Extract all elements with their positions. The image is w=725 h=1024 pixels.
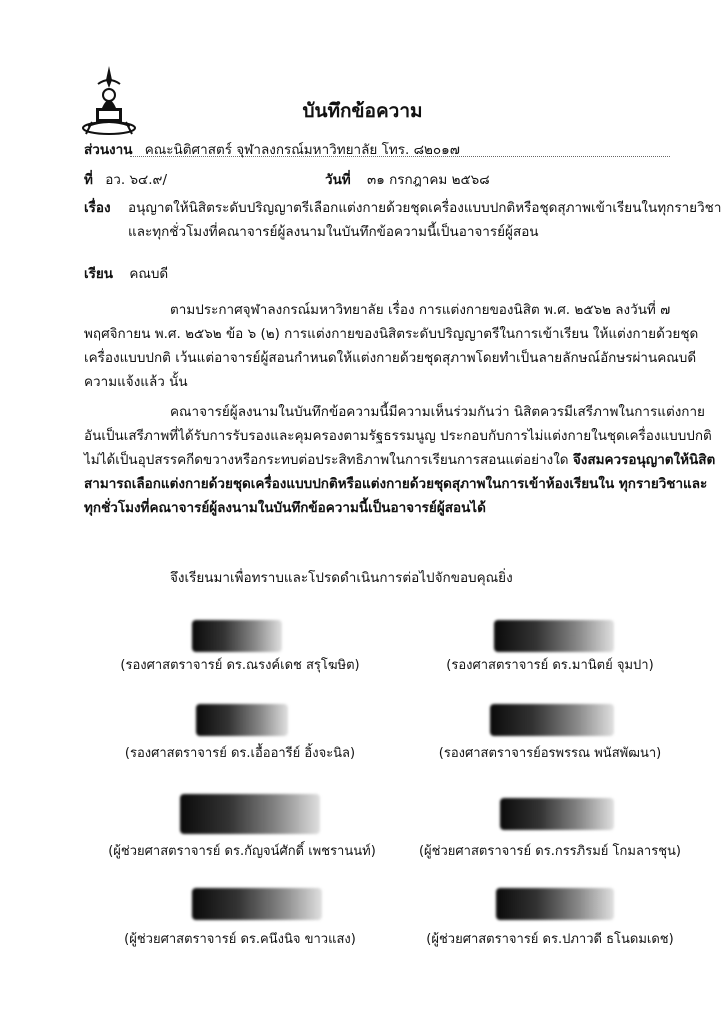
reference-label: ที่ bbox=[84, 172, 93, 188]
signatory-name-7: (ผู้ช่วยศาสตราจารย์ ดร.คนึงนิจ ขาวแสง) bbox=[124, 932, 356, 947]
reference-row bbox=[84, 168, 167, 190]
paragraph-2-line-1: คณาจารย์ผู้ลงนามในบันทึกข้อความนี้มีความเห็นร่วมกันว่า นิสิตควรมีเสรีภาพในการแต่งกาย bbox=[170, 404, 705, 420]
subject-line-2: และทุกชั่วโมงที่คณาจารย์ผู้ลงนามในบันทึกข้อความนี้เป็นอาจารย์ผู้สอน bbox=[128, 224, 539, 240]
date-label: วันที่ bbox=[325, 172, 351, 188]
paragraph-1-line-3: เครื่องแบบปกติ เว้นแต่อาจารย์ผู้สอนกำหนดให้แต่งกายด้วยชุดสุภาพโดยทำเป็นลายลักษณ์อักษรผ่านคณบดี bbox=[84, 350, 697, 366]
department-label: ส่วนงาน bbox=[84, 142, 133, 158]
signature-5-redacted bbox=[180, 794, 320, 834]
subject-label: เรื่อง bbox=[84, 200, 111, 216]
paragraph-2-line-3-text: ไม่ได้เป็นอุปสรรคกีดขวางหรือกระทบต่อประสิทธิภาพในการเรียนการสอนแต่อย่างใด bbox=[84, 452, 573, 468]
signatory-name-3: (รองศาสตราจารย์ ดร.เอื้ออารีย์ อิ้งจะนิล) bbox=[124, 746, 356, 761]
department-dotted-line bbox=[130, 156, 670, 157]
paragraph-1-line-4: ความแจ้งแล้ว นั้น bbox=[84, 374, 188, 390]
paragraph-2-line-3-bold: จึงสมควรอนุญาตให้นิสิต bbox=[572, 452, 716, 468]
signature-2-redacted bbox=[494, 620, 614, 652]
signature-6-redacted bbox=[500, 798, 614, 830]
signature-1-redacted bbox=[192, 620, 282, 652]
signature-7-redacted bbox=[192, 888, 322, 920]
signature-3-redacted bbox=[196, 704, 288, 736]
addressee-row bbox=[84, 262, 168, 284]
signatory-name-6: (ผู้ช่วยศาสตราจารย์ ดร.กรรภิรมย์ โกมลารชุน) bbox=[418, 844, 681, 859]
signatory-name-8: (ผู้ช่วยศาสตราจารย์ ดร.ปภาวดี ธโนดมเดช) bbox=[426, 932, 674, 947]
memo-title: บันทึกข้อความ bbox=[302, 100, 423, 122]
addressee-value: คณบดี bbox=[129, 266, 169, 282]
signature-4-redacted bbox=[490, 704, 614, 736]
paragraph-1-line-2: พฤศจิกายน พ.ศ. ๒๕๖๒ ข้อ ๖ (๒) การแต่งกายของนิสิตระดับปริญญาตรีในการเข้าเรียน ให้แต่งกายด้วยชุด bbox=[84, 326, 699, 342]
department-value: คณะนิติศาสตร์ จุฬาลงกรณ์มหาวิทยาลัย โทร. ๘๒๐๑๗ bbox=[144, 142, 460, 158]
subject-line-1: อนุญาตให้นิสิตระดับปริญญาตรีเลือกแต่งกายด้วยชุดเครื่องแบบปกติหรือชุดสุภาพเข้าเรียนในทุกรายวิชา bbox=[128, 200, 722, 216]
subject-row bbox=[84, 196, 111, 218]
paragraph-2-line-2: อันเป็นเสรีภาพที่ได้รับการรับรองและคุมครองตามรัฐธรรมนูญ ประกอบกับการไม่แต่งกายในชุดเครื่องแบบปกติ bbox=[84, 428, 712, 444]
signature-8-redacted bbox=[496, 888, 614, 920]
signatory-name-2: (รองศาสตราจารย์ ดร.มานิตย์ จุมปา) bbox=[446, 658, 654, 673]
date-row bbox=[325, 168, 490, 190]
signatory-name-5: (ผู้ช่วยศาสตราจารย์ ดร.กัญจน์ศักดิ์ เพชรานนท์) bbox=[108, 844, 376, 859]
addressee-label: เรียน bbox=[84, 266, 114, 282]
closing-sentence: จึงเรียนมาเพื่อทราบและโปรดดำเนินการต่อไปจักขอบคุณยิ่ง bbox=[170, 570, 513, 586]
signatory-name-4: (รองศาสตราจารย์อรพรรณ พนัสพัฒนา) bbox=[438, 746, 662, 761]
paragraph-2-bold-line-2: ทุกชั่วโมงที่คณาจารย์ผู้ลงนามในบันทึกข้อความนี้เป็นอาจารย์ผู้สอนได้ bbox=[84, 500, 486, 516]
signatory-name-1: (รองศาสตราจารย์ ดร.ณรงค์เดช สรุโฆษิต) bbox=[120, 658, 360, 673]
paragraph-2-line-3 bbox=[84, 448, 715, 470]
reference-value: อว. ๖๔.๙/ bbox=[105, 172, 167, 188]
paragraph-1-line-1: ตามประกาศจุฬาลงกรณ์มหาวิทยาลัย เรื่อง การแต่งกายของนิสิต พ.ศ. ๒๕๖๒ ลงวันที่ ๗ bbox=[170, 302, 671, 318]
date-value: ๓๑ กรกฎาคม ๒๕๖๘ bbox=[367, 172, 490, 188]
paragraph-2-bold-line-1: สามารถเลือกแต่งกายด้วยชุดเครื่องแบบปกติหรือแต่งกายด้วยชุดสุภาพในการเข้าห้องเรียนใน ทุกรายวิชาและ bbox=[84, 476, 708, 492]
